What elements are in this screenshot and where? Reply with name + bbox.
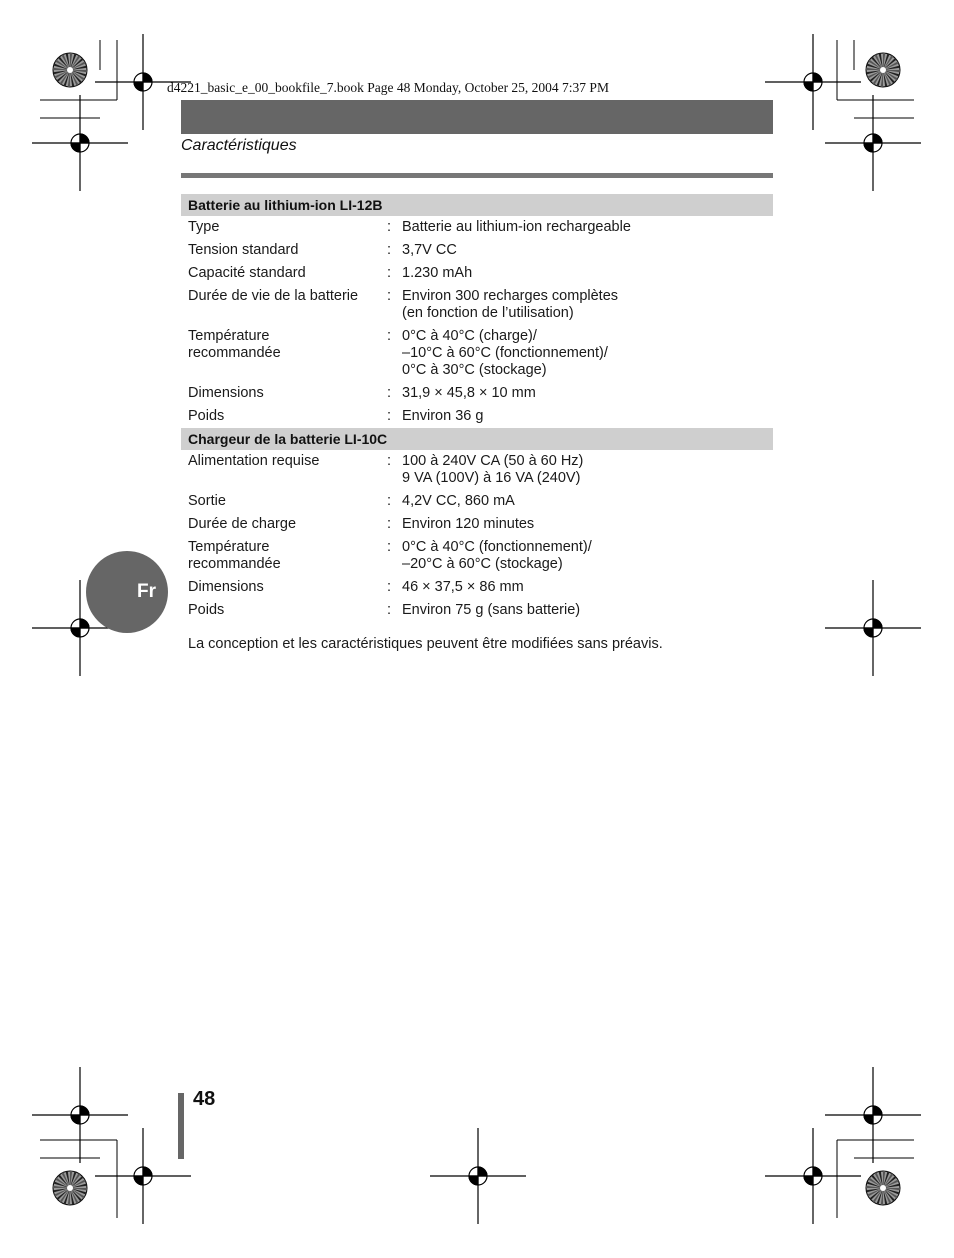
spec-row [181, 262, 773, 285]
spec-label [188, 493, 387, 510]
spec-separator: : [387, 516, 392, 532]
spec-label-line: Poids [188, 408, 225, 424]
spec-value [402, 385, 773, 402]
spec-separator: : [387, 539, 392, 555]
spec-label [188, 539, 387, 573]
spec-value-line: Environ 36 g [402, 408, 484, 424]
spec-value-line: Environ 300 recharges complètes [402, 288, 619, 304]
spec-value [402, 328, 773, 379]
spec-label-line: Durée de vie de la batterie [188, 288, 359, 304]
spec-row [181, 216, 773, 239]
registration-target-icon [765, 1128, 861, 1224]
spec-label-line: Durée de charge [188, 516, 297, 532]
spec-value-line: (en fonction de l’utilisation) [402, 305, 574, 321]
color-wheel-icon [866, 1171, 900, 1205]
page-number: 48 [193, 1088, 216, 1110]
spec-row [181, 405, 773, 428]
spec-value [402, 288, 773, 322]
spec-separator: : [387, 453, 392, 469]
language-tab [86, 551, 168, 633]
page-number-bar [178, 1093, 184, 1159]
spec-row [181, 285, 773, 325]
spec-label [188, 385, 387, 402]
registration-target-icon [32, 95, 128, 191]
group-header: Batterie au lithium-ion LI-12B [181, 194, 773, 216]
registration-target-icon [825, 1067, 921, 1163]
spec-label [188, 265, 387, 282]
spec-table [181, 194, 773, 622]
spec-label-line: Tension standard [188, 242, 299, 258]
disclaimer-note: La conception et les caractéristiques peuvent être modifiées sans préavis. [188, 636, 663, 652]
spec-value-line: 100 à 240V CA (50 à 60 Hz) [402, 453, 584, 469]
spec-separator: : [387, 219, 392, 235]
spec-label-line: recommandée [188, 345, 281, 361]
spec-row [181, 536, 773, 576]
spec-label [188, 453, 387, 487]
spec-label-line: Dimensions [188, 385, 264, 401]
title-bar [181, 100, 773, 134]
color-wheel-icon [866, 53, 900, 87]
spec-value-line: 1.230 mAh [402, 265, 473, 281]
spec-separator: : [387, 602, 392, 618]
spec-row [181, 239, 773, 262]
spec-row [181, 599, 773, 622]
spec-value-line: 4,2V CC, 860 mA [402, 493, 515, 509]
spec-label-line: Alimentation requise [188, 453, 320, 469]
spec-value [402, 242, 773, 259]
spec-label-line: Sortie [188, 493, 226, 509]
spec-label-line: Dimensions [188, 579, 264, 595]
spec-label-line: Température [188, 328, 270, 344]
spec-value [402, 219, 773, 236]
spec-value-line: Batterie au lithium-ion rechargeable [402, 219, 631, 235]
spec-value-line: Environ 75 g (sans batterie) [402, 602, 581, 618]
spec-label-line: Capacité standard [188, 265, 306, 281]
spec-value [402, 516, 773, 533]
spec-label-line: Température [188, 539, 270, 555]
section-title: Caractéristiques [181, 137, 297, 154]
registration-target-icon [95, 1128, 191, 1224]
spec-value [402, 453, 773, 487]
color-wheel-icon [53, 1171, 87, 1205]
spec-separator: : [387, 265, 392, 281]
spec-value-line: Environ 120 minutes [402, 516, 535, 532]
spec-label [188, 602, 387, 619]
spec-label-line: Type [188, 219, 220, 235]
spec-value [402, 602, 773, 619]
spec-value-line: 9 VA (100V) à 16 VA (240V) [402, 470, 581, 486]
section-rule [181, 173, 773, 178]
spec-row [181, 490, 773, 513]
registration-target-icon [765, 34, 861, 130]
spec-row [181, 382, 773, 405]
spec-label [188, 288, 387, 322]
spec-separator: : [387, 328, 392, 344]
spec-label [188, 219, 387, 236]
spec-label [188, 579, 387, 596]
spec-value-line: 46 × 37,5 × 86 mm [402, 579, 524, 595]
spec-value-line: 3,7V CC [402, 242, 457, 258]
spec-value-line: –10°C à 60°C (fonctionnement)/ [402, 345, 608, 361]
language-tab-label: Fr [137, 581, 156, 602]
spec-row [181, 325, 773, 382]
spec-value [402, 579, 773, 596]
spec-value-line: 0°C à 30°C (stockage) [402, 362, 547, 378]
spec-label-line: recommandée [188, 556, 281, 572]
file-header-line: d4221_basic_e_00_bookfile_7.book Page 48 Monday, October 25, 2004 7:37 PM [167, 80, 609, 95]
registration-target-icon [32, 1067, 128, 1163]
spec-label [188, 516, 387, 533]
registration-target-icon [430, 1128, 526, 1224]
spec-label [188, 328, 387, 379]
color-wheel-icon [53, 53, 87, 87]
spec-value-line: –20°C à 60°C (stockage) [402, 556, 563, 572]
spec-separator: : [387, 385, 392, 401]
spec-separator: : [387, 242, 392, 258]
spec-separator: : [387, 408, 392, 424]
spec-label [188, 242, 387, 259]
spec-separator: : [387, 493, 392, 509]
spec-value [402, 408, 773, 425]
spec-value [402, 493, 773, 510]
spec-value [402, 265, 773, 282]
group-header: Chargeur de la batterie LI-10C [181, 428, 773, 450]
spec-value-line: 0°C à 40°C (fonctionnement)/ [402, 539, 592, 555]
registration-target-icon [825, 580, 921, 676]
spec-row [181, 513, 773, 536]
spec-row [181, 576, 773, 599]
spec-value-line: 31,9 × 45,8 × 10 mm [402, 385, 536, 401]
spec-label-line: Poids [188, 602, 225, 618]
spec-separator: : [387, 288, 392, 304]
registration-target-icon [825, 95, 921, 191]
spec-label [188, 408, 387, 425]
spec-value-line: 0°C à 40°C (charge)/ [402, 328, 537, 344]
spec-separator: : [387, 579, 392, 595]
spec-row [181, 450, 773, 490]
spec-value [402, 539, 773, 573]
